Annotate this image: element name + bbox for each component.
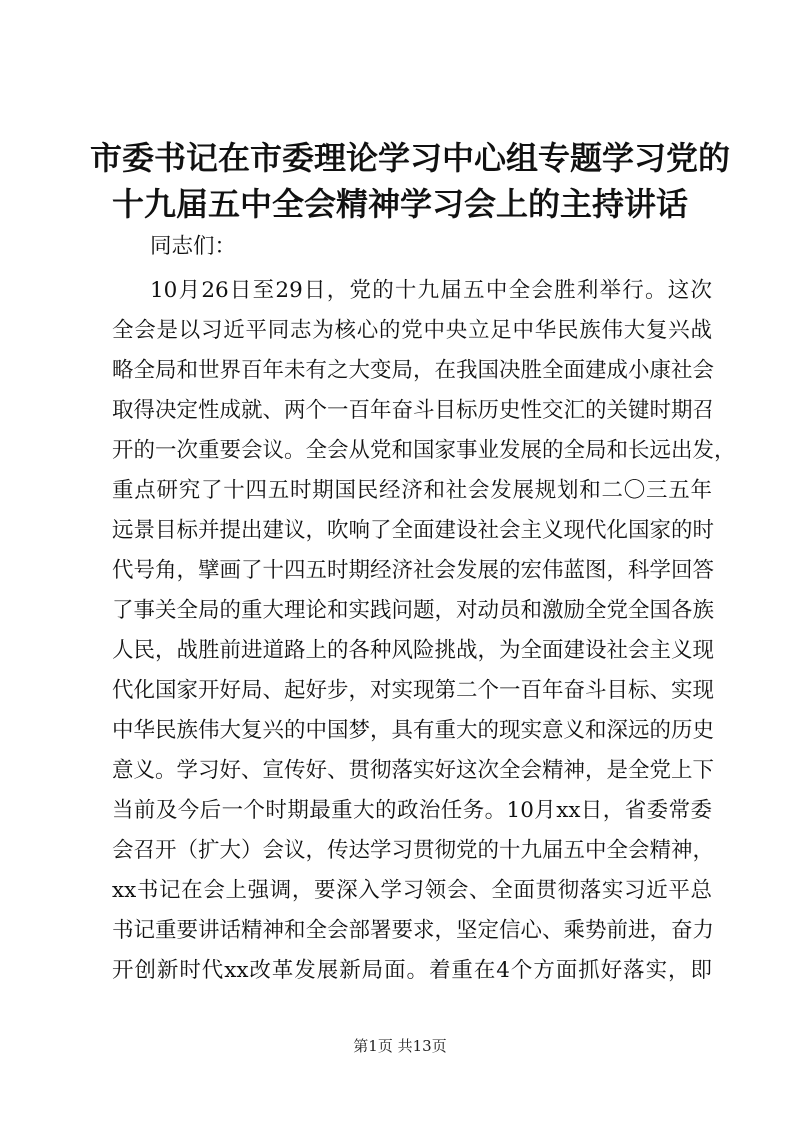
paragraph-line: 开创新时代xx改革发展新局面。着重在4个方面抓好落实，即	[112, 958, 712, 983]
paragraph-line: 10月26日至29日，党的十九届五中全会胜利举行。这次	[150, 278, 712, 303]
paragraph-line: 全会是以习近平同志为核心的党中央立足中华民族伟大复兴战	[112, 318, 712, 343]
title-line-2: 十九届五中全会精神学习会上的主持讲话	[111, 185, 688, 223]
paragraph-line: 会召开（扩大）会议，传达学习贯彻党的十九届五中全会精神，	[112, 838, 715, 863]
document-title	[90, 135, 731, 227]
paragraph-line: 远景目标并提出建议，吹响了全面建设社会主义现代化国家的时	[112, 518, 715, 543]
paragraph-line: 代化国家开好局、起好步，对实现第二个一百年奋斗目标、实现	[112, 678, 715, 703]
paragraph-line: xx书记在会上强调，要深入学习领会、全面贯彻落实习近平总	[112, 878, 712, 903]
title-line-1: 市委书记在市委理论学习中心组专题学习党的	[90, 139, 731, 177]
paragraph-line: 书记重要讲话精神和全会部署要求，坚定信心、乘势前进，奋力	[112, 918, 715, 943]
paragraph-line: 当前及今后一个时期最重大的政治任务。10月xx日，省委常委	[112, 798, 712, 823]
paragraph-line: 中华民族伟大复兴的中国梦，具有重大的现实意义和深远的历史	[112, 718, 715, 743]
paragraph-line: 重点研究了十四五时期国民经济和社会发展规划和二〇三五年	[112, 478, 712, 503]
paragraph-line: 略全局和世界百年未有之大变局，在我国决胜全面建成小康社会	[112, 358, 715, 383]
paragraph-line: 代号角，擘画了十四五时期经济社会发展的宏伟蓝图，科学回答	[112, 558, 715, 583]
paragraph-line: 取得决定性成就、两个一百年奋斗目标历史性交汇的关键时期召	[112, 398, 715, 423]
page-number-footer: 第1页 共13页	[353, 1037, 447, 1055]
paragraph-line: 人民，战胜前进道路上的各种风险挑战，为全面建设社会主义现	[112, 638, 715, 663]
salutation: 同志们：	[150, 234, 237, 259]
paragraph-line: 意义。学习好、宣传好、贯彻落实好这次全会精神，是全党上下	[112, 758, 715, 783]
paragraph-line: 了事关全局的重大理论和实践问题，对动员和激励全党全国各族	[112, 598, 715, 623]
paragraph-line: 开的一次重要会议。全会从党和国家事业发展的全局和长远出发，	[112, 438, 736, 463]
